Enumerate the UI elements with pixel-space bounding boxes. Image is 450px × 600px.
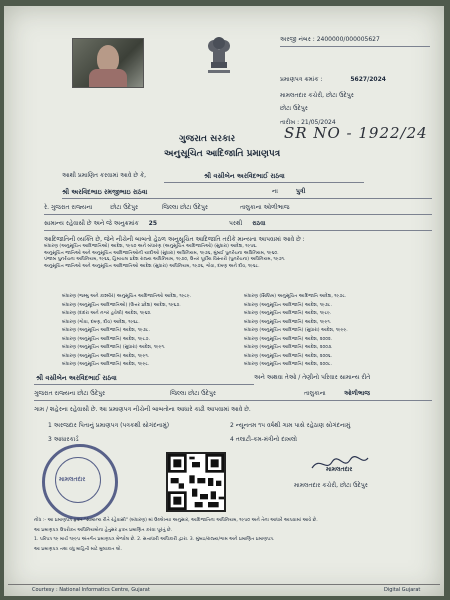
relation-value: પુત્રી bbox=[296, 188, 306, 195]
certificate-title: અનુસૂચિત આદિજાતિ પ્રમાણપત્ર bbox=[164, 149, 281, 159]
footer-brand: Digital Gujarat bbox=[384, 587, 421, 593]
residence-suffix: અને અથવા તેઓ / તેણીનો પરિવાર સામાન્ય રીતે bbox=[254, 374, 371, 381]
body-paragraph: આદિજાતિની વ્યક્તિ છે, જેને નીચેની બાબતો હેઠળ અનુસૂચિત આદિજાતિ તરીકે માન્યતા આપવામાં આવે છે : બંધારણ (અનુસૂચિત આદિજાતિઓ) આદેશ, ૧૯૫૦ અને બંધારણ (અનુસૂચિત આદિજાતિઓ) (સુધારા) આદેશ, ૧૯૫૬. અનુસૂચિત જાતિઓ અને અનુસૂચિત આદિજાતિઓની યાદીઓ (સુધારા) અધિનિયમ, ૧૯૭૬, મુંબઈ પુનર્રચના અધિનિયમ, ૧૯૬૦. પંજાબ પુનર્રચના અધિનિયમ, ૧૯૬૬, હિમાચલ પ્રદેશ રાજ્ય અધિનિયમ, ૧૯૭૦, ઉત્તર પૂર્વીય વિસ્તારો (પુનર્રચના) અધિનિયમ, ૧૯૭૧. અનુસૂચિત જાતિઓ અને અનુસૂચિત આદિજાતિઓ આદેશ (સુધારા) અધિનિયમ, ૧૯૭૬, ગોવા, દમણ અને દીવ, ૧૯૬૮. bbox=[44, 236, 305, 269]
location-district: જિલ્લા છોટા ઉદેપુર bbox=[170, 390, 216, 397]
signatory-office: મામલતદાર કચેરી, છોટા ઉદેપુર bbox=[294, 482, 368, 489]
location-taluka-label: તાલુકાના bbox=[304, 390, 326, 397]
issue-date: તારીખ : 21/05/2024 bbox=[280, 119, 336, 126]
village-line: ગામ / શહેરના રહેવાસી છે. આ પ્રમાણપત્ર નીચેની બાબતોના આધારે કાઢી આપવામાં આવે છે. bbox=[34, 406, 251, 413]
notes-section: નોંધ :- આ પ્રમાણપત્ર ફક્ત "સામાન્ય રીતે રહેવાસી" (બંધારણ) માં ઉલ્લેખ્યા અનુસાર, આદિજાતિના અધિનિયમ, ૧૯૫૦ અને તેના આધારે આપવામાં આવે છે. આ પ્રમાણપત્ર ઉપરોક્ત અધિનિયમોના હેતુસર ફક્ત પ્રમાણિત કરવા પૂરતું છે. 1. પરિપત્ર ૧૯ માર્ચ ૧૯૯૫ અંતર્ગત પ્રમાણપત્ર મેળવેલ છે. 2. સત્તાધારી અધિકારી દ્વારા. 3. મુંબઇ/રાજ્ય/ગામ અને પ્રમાણિત પ્રમાણપત્ર. આ પ્રમાણપત્ર તથા વધુ માહિતી માટે મુલાકાત લો. bbox=[34, 518, 318, 552]
address-line: રે. ગુજરાત રાજ્યના છોટા ઉદેપુર જિલ્લા છોટા ઉદેપુર તાલુકાના ઓળીભાજ bbox=[44, 204, 290, 211]
evidence-item-4: 4 તલાટી-કમ-મંત્રીનો દાખલો bbox=[230, 436, 298, 443]
community-line: સામાન્ય રહેવાસી છે અને જે અનુક્રમાંક 25 પરથી રાઠવા bbox=[44, 220, 266, 227]
location-state: ગુજરાત રાજ્યના છોટા ઉદેપુર bbox=[34, 390, 106, 397]
intro-text: આથી પ્રમાણિત કરવામાં આવે છે કે, bbox=[62, 172, 147, 179]
official-seal: મામલતદાર bbox=[42, 444, 118, 520]
office-line-2: છોટા ઉદેપુર bbox=[280, 105, 308, 112]
evidence-item-1: 1 અરજદાર પિતાનું પ્રમાણપત્ર (પત્રકથી સોગંદનામું) bbox=[48, 422, 170, 429]
certificate-page bbox=[4, 6, 444, 596]
father-name: શ્રી અરવિંદભાઇ રમજીભાઇ રાઠવા bbox=[62, 188, 148, 196]
handwritten-serial-number: SR NO - 1922/24 bbox=[284, 124, 428, 142]
evidence-item-3: 3 આધારકાર્ડ bbox=[48, 436, 79, 443]
relation-label: ના bbox=[272, 188, 278, 195]
footer-courtesy: Courtesy : National Informatics Centre, Gujarat bbox=[32, 587, 150, 593]
application-number: અરજી નંબર : 2400000/000005627 bbox=[280, 36, 380, 43]
evidence-item-2: 2 ન્યૂનતમ ૧૫ વર્ષથી ગામ પાસે રહેઠાણ સોગંદનામું bbox=[230, 422, 351, 429]
national-emblem-icon bbox=[202, 32, 236, 78]
signatory-title: મામલતદાર bbox=[326, 466, 353, 473]
location-taluka: ઓળીભાજ bbox=[344, 390, 370, 397]
qr-code-icon bbox=[166, 452, 226, 512]
office-line-1: મામલતદાર કચેરી, છોટા ઉદેપુર bbox=[280, 92, 354, 99]
orders-right-list: બંધારણ (સિક્કિમ) અનુસૂચિત આદિજાતિ આદેશ, ૧૯૭૮. બંધારણ (અનુસૂચિત આદિજાતિ) આદેશ, ૧૯૭૮. બંધારણ (અનુસૂચિત આદિજાતિ) આદેશ, ૧૯૮૯. બંધારણ (અનુસૂચિત આદિજાતિ) આદેશ, ૧૯૯૧. બંધારણ (અનુસૂચિત આદિજાતિ) (સુધારા) આદેશ, ૧૯૯૯. બંધારણ (અનુસૂચિત આદિજાતિ) આદેશ, ૨૦૦૨. બંધારણ (અનુસૂચિત આદિજાતિ) આદેશ, ૨૦૦૩. બંધારણ (અનુસૂચિત આદિજાતિ) આદેશ, ૨૦૦૬. બંધારણ (અનુસૂચિત આદિજાતિ) આદેશ, ૨૦૦૮. bbox=[244, 294, 348, 367]
residence-name: શ્રી વસીબેન અરવિંદભાઈ રાઠવા bbox=[36, 374, 117, 382]
government-title: ગુજરાત સરકાર bbox=[179, 134, 236, 144]
orders-left-list: બંધારણ (જમ્મુ અને કાશ્મીર) અનુસૂચિત આદિજાતિઓ આદેશ, ૧૯૮૯. બંધારણ (અનુસૂચિત આદિજાતિઓ) (ઉત્તર પ્રદેશ) આદેશ, ૧૯૬૭. બંધારણ (દાદરા અને નગર હવેલી) આદેશ, ૧૯૬૨. બંધારણ (ગોવા, દમણ, દીવ) આદેશ, ૧૯૬૮. બંધારણ (અનુસૂચિત આદિજાતિ) આદેશ, ૧૯૭૮. બંધારણ (અનુસૂચિત આદિજાતિ) આદેશ, ૧૯૮૭. બંધારણ (અનુસૂચિત આદિજાતિ) (સુધારા) આદેશ, ૧૯૯૧. બંધારણ (અનુસૂચિત આદિજાતિ) આદેશ, ૧૯૯૧. બંધારણ (અનુસૂચિત આદિજાતિ) આદેશ, ૧૯૯૮. bbox=[62, 294, 192, 367]
certificate-number: પ્રમાણપત્ર ક્રમાંક : 5627/2024 bbox=[280, 76, 386, 83]
applicant-name: શ્રી વસીબેન અરવિંદભાઈ રાઠવા bbox=[204, 172, 285, 180]
applicant-photo bbox=[72, 38, 144, 88]
